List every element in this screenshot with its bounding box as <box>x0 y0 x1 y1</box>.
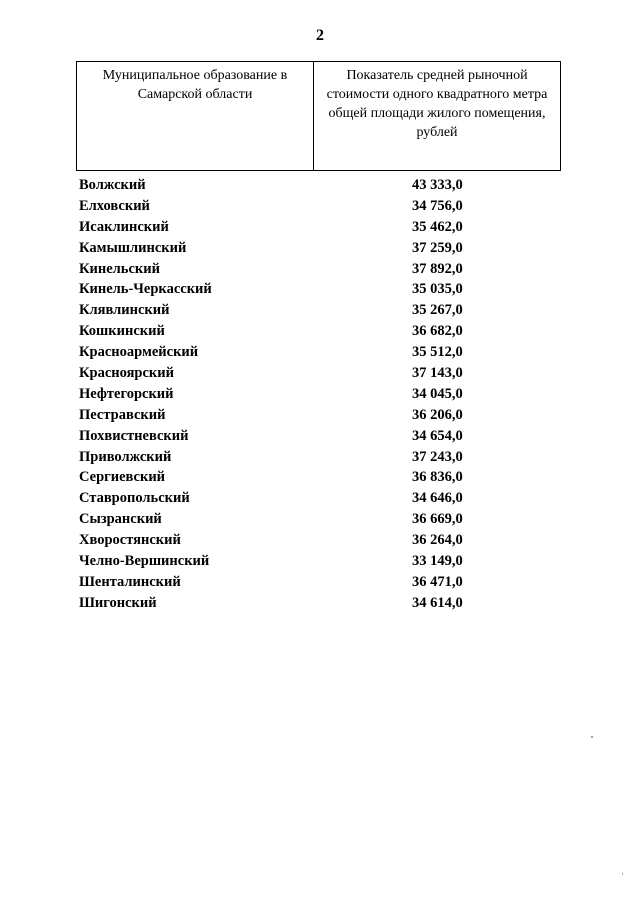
table-row <box>0 530 640 551</box>
scan-speck <box>591 736 593 738</box>
price-value: 35 462,0 <box>412 218 463 235</box>
municipality-name: Исаклинский <box>79 218 169 235</box>
municipality-name: Приволжский <box>79 448 172 465</box>
table-header <box>76 61 561 171</box>
table-row <box>0 363 640 384</box>
price-value: 35 035,0 <box>412 281 463 298</box>
municipality-name: Кинель-Черкасский <box>79 281 212 298</box>
price-value: 37 259,0 <box>412 239 463 256</box>
price-value: 36 206,0 <box>412 406 463 423</box>
municipality-name: Хворостянский <box>79 532 181 549</box>
table-body <box>0 175 640 614</box>
header-municipality: Муниципальное образование в Самарской области <box>77 62 314 170</box>
municipality-name: Елховский <box>79 197 150 214</box>
municipality-name: Сергиевский <box>79 469 166 486</box>
table-row <box>0 405 640 426</box>
price-value: 35 267,0 <box>412 302 463 319</box>
municipality-name: Нефтегорский <box>79 385 174 402</box>
table-row <box>0 426 640 447</box>
municipality-name: Сызранский <box>79 511 162 528</box>
price-value: 37 243,0 <box>412 448 463 465</box>
municipality-name: Кинельский <box>79 260 160 277</box>
price-value: 34 646,0 <box>412 490 463 507</box>
table-row <box>0 384 640 405</box>
price-value: 36 836,0 <box>412 469 463 486</box>
municipality-name: Шигонский <box>79 594 157 611</box>
table-row <box>0 467 640 488</box>
table-row <box>0 279 640 300</box>
table-row <box>0 217 640 238</box>
municipality-name: Красноармейский <box>79 344 199 361</box>
municipality-name: Камышлинский <box>79 239 187 256</box>
municipality-name: Челно-Вершинский <box>79 553 210 570</box>
table-row <box>0 321 640 342</box>
table-row <box>0 342 640 363</box>
price-value: 34 756,0 <box>412 197 463 214</box>
price-value: 36 264,0 <box>412 532 463 549</box>
price-value: 36 669,0 <box>412 511 463 528</box>
price-value: 36 682,0 <box>412 323 463 340</box>
municipality-name: Кошкинский <box>79 323 165 340</box>
price-value: 34 614,0 <box>412 594 463 611</box>
table-row <box>0 238 640 259</box>
price-value: 43 333,0 <box>412 177 463 193</box>
municipality-name: Клявлинский <box>79 302 170 319</box>
table-row <box>0 551 640 572</box>
scan-speck <box>622 873 623 875</box>
municipality-name: Ставропольский <box>79 490 190 507</box>
page-number: 2 <box>316 27 324 44</box>
price-value: 36 471,0 <box>412 573 463 590</box>
price-value: 35 512,0 <box>412 344 463 361</box>
municipality-name: Шенталинский <box>79 573 181 590</box>
table-row <box>0 572 640 593</box>
table-row <box>0 300 640 321</box>
table-row <box>0 488 640 509</box>
price-value: 33 149,0 <box>412 553 463 570</box>
price-value: 37 143,0 <box>412 365 463 382</box>
header-price-indicator: Показатель средней рыночной стоимости одного квадратного метра общей площади жилого помещения, рублей <box>326 68 548 140</box>
table-row <box>0 447 640 468</box>
municipality-name: Красноярский <box>79 365 175 382</box>
table-row <box>0 259 640 280</box>
table-row <box>0 509 640 530</box>
municipality-name: Волжский <box>79 177 146 193</box>
table-row <box>0 593 640 614</box>
price-value: 37 892,0 <box>412 260 463 277</box>
municipality-name: Пестравский <box>79 406 166 423</box>
table-row <box>0 196 640 217</box>
municipality-name: Похвистневский <box>79 427 189 444</box>
price-value: 34 654,0 <box>412 427 463 444</box>
table-row <box>0 175 640 196</box>
price-value: 34 045,0 <box>412 385 463 402</box>
